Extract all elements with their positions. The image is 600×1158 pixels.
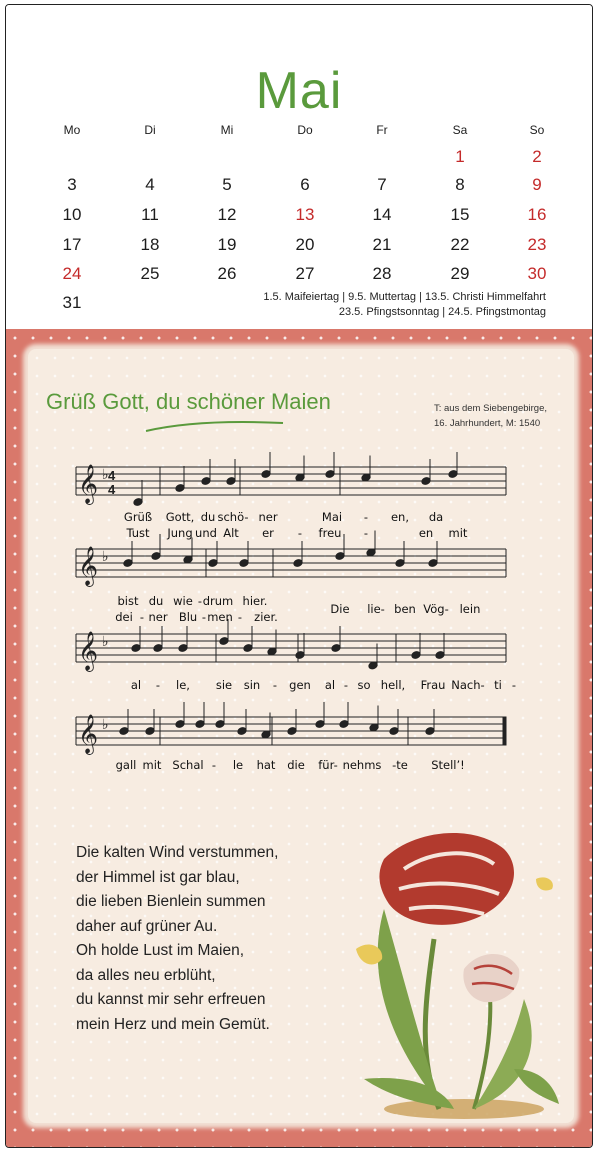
day-cell: 26 [217,264,237,283]
lyric-syllable: Schal [172,758,204,772]
lyric-syllable: Vög- [423,602,449,616]
day-cell: 16 [527,205,547,224]
flat-key-signature: ♭ [102,549,109,565]
lyric-syllable: Blu [178,610,198,624]
lyric-syllable: lie- [367,602,385,616]
time-signature-bottom: 4 [108,482,116,497]
final-barline [503,717,506,745]
lyric-syllable: Tust [126,526,150,540]
title-swoosh [146,422,283,431]
day-cell: 14 [372,205,392,224]
lyric-syllable: al [324,678,336,692]
holiday-line-2: 23.5. Pfingstsonntag | 24.5. Pfingstmontag [338,306,546,318]
day-cell: 1 [455,147,465,166]
poem-line: du kannst mir sehr erfreuen [76,991,266,1008]
day-cell: 9 [532,175,542,194]
lyric-syllable: Jung [167,526,193,540]
day-cell: 17 [62,235,82,254]
weekday-mo: Mo [63,123,81,137]
lyric-syllable: da [428,510,444,524]
lyric-syllable: - [197,594,203,608]
treble-clef-icon: 𝄞 [78,631,99,671]
lyric-syllable: mit [142,758,162,772]
weekday-fr: Fr [376,123,388,137]
song-title: Grüß Gott, du schöner Maien [46,389,331,414]
lyric-syllable: - [511,678,517,692]
lyric-syllable: en [418,526,434,540]
treble-clef-icon: 𝄞 [78,546,99,586]
poem-line: der Himmel ist gar blau, [76,868,240,886]
lyric-syllable: Alt [223,526,239,540]
lyric-syllable: Nach- [451,678,485,692]
lyric-syllable: zier. [254,610,278,624]
tulip-illustration [324,819,564,1119]
lyric-syllable: drum [202,594,234,608]
lyric-syllable: ben [394,602,416,616]
calendar-page [5,4,593,1148]
lyric-syllable: al [130,678,142,692]
day-cell: 19 [217,235,237,254]
calendar-grid [6,5,592,329]
day-cell: 5 [222,175,232,194]
lyric-syllable: en, [390,510,410,524]
lyric-syllable: - [297,526,303,540]
day-cell: 10 [62,205,82,224]
lyric-syllable: - [363,510,369,524]
lyric-syllable: wie [173,594,193,608]
lyric-syllable: - [211,758,217,772]
lyric-syllable: ner [258,510,278,524]
day-cell: 2 [532,147,542,166]
day-cell: 15 [450,205,470,224]
lyric-syllable: hier. [242,594,268,608]
day-cell: 8 [455,175,465,194]
lyric-syllable: dei [115,610,133,624]
day-cell: 11 [141,205,159,224]
lyric-syllable: gen [289,678,311,692]
lyric-syllable: Mai [321,510,343,524]
poem-line: mein Herz und mein Gemüt. [76,1015,270,1033]
day-cell: 28 [372,264,392,283]
lyric-syllable: bist [117,594,139,608]
day-cell: 24 [62,264,82,283]
time-signature-top: 4 [108,468,116,483]
day-cell: 12 [217,205,237,224]
weekday-mi: Mi [220,123,234,137]
flat-key-signature: ♭ [102,467,109,483]
lyric-syllable: du [200,510,216,524]
poem-line: Die kalten Wind verstummen, [76,844,279,861]
lyric-syllable: - [139,610,145,624]
treble-clef-icon: 𝄞 [78,464,99,504]
lyric-syllable: hat [256,758,276,772]
day-cell: 29 [450,264,470,283]
lyric-syllable: - [363,526,369,540]
day-cell: 25 [140,264,160,283]
day-cell: 23 [527,235,547,254]
day-cell: 31 [62,293,82,312]
poem-line: daher auf grüner Au. [76,917,218,935]
day-cell: 21 [372,235,392,254]
lyric-syllable: -te [392,758,408,772]
lyric-syllable: für- [318,758,338,772]
day-cell: 3 [67,175,77,194]
lyric-syllable: - [237,610,243,624]
lyric-syllable: - [155,678,161,692]
lyric-syllable: ti [494,678,502,692]
lyric-syllable: le, [176,678,190,692]
sheet-music [28,349,574,829]
lyric-syllable: Gott, [165,510,195,524]
lyric-syllable: hell, [380,678,406,692]
weekday-do: Do [297,123,313,137]
lyric-syllable: ner [148,610,168,624]
flat-key-signature: ♭ [102,717,109,733]
poem-line: die lieben Bienlein summen [76,893,266,910]
weekday-di: Di [144,123,156,137]
day-cell: 27 [295,264,315,283]
weekday-so: So [529,123,545,137]
holiday-line-1: 1.5. Maifeiertag | 9.5. Muttertag | 13.5. Christi Himmelfahrt [263,291,546,303]
day-cell: 4 [145,175,155,194]
lyric-syllable: Stell’! [431,758,465,772]
song-panel [28,349,574,1123]
lyric-syllable: le [232,758,244,772]
lyric-syllable: Frau [420,678,446,692]
lyric-syllable: men [207,610,233,624]
month-title: Mai [255,62,343,120]
lyric-syllable: sie [215,678,233,692]
day-cell: 13 [295,205,315,224]
treble-clef-icon: 𝄞 [78,714,99,754]
weekday-sa: Sa [452,123,468,137]
credit-line-2: 16. Jahrhundert, M: 1540 [434,418,541,429]
lyric-syllable: Grüß [123,510,153,524]
poem-line: da alles neu erblüht, [76,966,216,984]
lyric-syllable: gall [115,758,137,772]
day-cell: 20 [295,235,315,254]
day-cell: 18 [140,235,160,254]
credit-line-1: T: aus dem Siebengebirge, [434,403,548,414]
lyric-syllable: - [272,678,278,692]
lyric-syllable: nehms [342,758,382,772]
day-cell: 30 [527,264,547,283]
day-cell: 6 [300,175,310,194]
day-cell: 7 [377,175,387,194]
lyric-syllable: mit [448,526,468,540]
lyric-syllable: und [195,526,217,540]
lyric-syllable: sin [243,678,261,692]
lyric-syllable: schö- [217,510,249,524]
lyric-syllable: - [343,678,349,692]
dotted-border-area [6,329,592,1148]
poem-line: Oh holde Lust im Maien, [76,942,245,959]
lyric-syllable: du [148,594,164,608]
lyric-syllable: Die [330,602,350,616]
flat-key-signature: ♭ [102,634,109,650]
lyric-syllable: die [287,758,305,772]
lyric-syllable: freu [318,526,342,540]
poem [76,841,278,1037]
lyric-syllable: - [201,610,207,624]
lyric-syllable: er [262,526,274,540]
lyric-syllable: lein [459,602,481,616]
day-cell: 22 [450,235,470,254]
lyric-syllable: so [357,678,371,692]
